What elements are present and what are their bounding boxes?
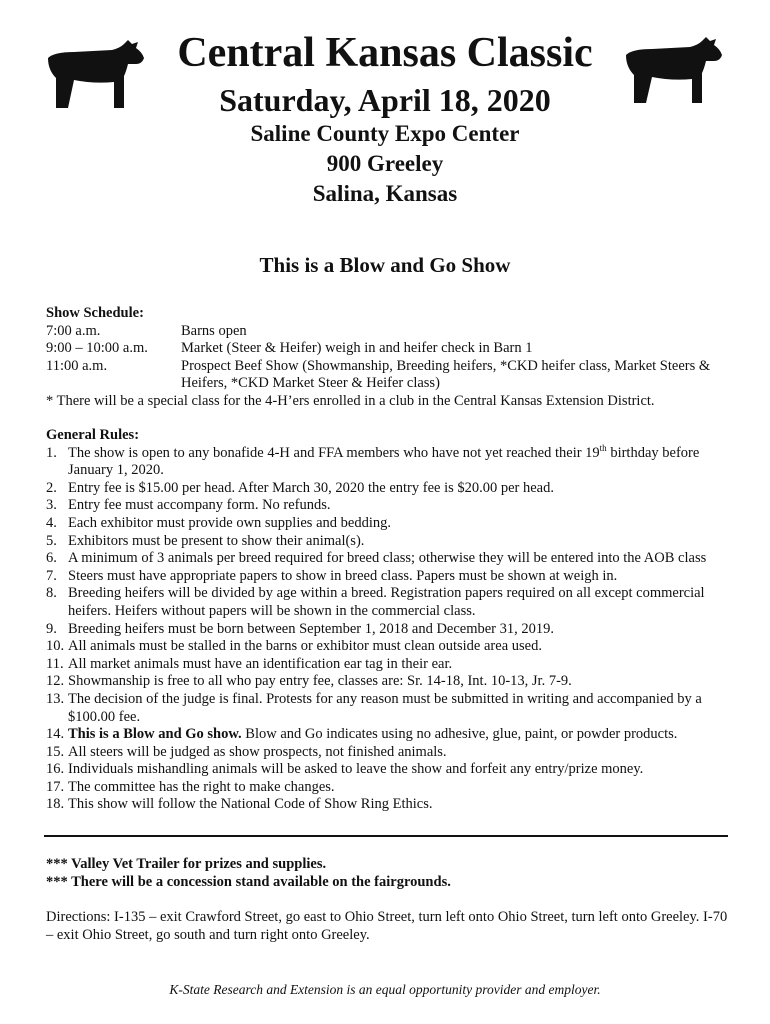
rule-item [46, 761, 736, 779]
rule-text: Showmanship is free to all who pay entry fee, classes are: Sr. 14-18, Int. 10-13, Jr. 7-9. [68, 673, 572, 690]
schedule-heading: Show Schedule: [46, 305, 144, 321]
rule-text: Entry fee is $15.00 per head. After March 30, 2020 the entry fee is $20.00 per head. [68, 479, 554, 496]
schedule-desc: Market (Steer & Heifer) weigh in and heifer check in Barn 1 [181, 340, 533, 357]
rule-item [46, 726, 736, 744]
rule-number: 11. [46, 655, 64, 672]
note-line: *** Valley Vet Trailer for prizes and supplies. [46, 856, 327, 872]
section-divider [44, 835, 728, 837]
rule-text: Each exhibitor must provide own supplies and bedding. [68, 514, 391, 531]
schedule-row [46, 323, 736, 341]
rule-text: All market animals must have an identification ear tag in their ear. [68, 655, 453, 672]
rule-item [46, 744, 736, 762]
event-date: Saturday, April 18, 2020 [219, 82, 551, 118]
directions: Directions: I-135 – exit Crawford Street, go east to Ohio Street, turn left onto Ohio Street, turn left onto Greeley. I-70 – exit Ohio Street, go south and turn right onto Greeley. [46, 909, 728, 943]
rule-text [68, 442, 736, 480]
rule-item [46, 480, 736, 498]
show-schedule [46, 305, 736, 411]
rule-number: 3. [46, 497, 57, 514]
rule-number: 1. [46, 444, 57, 461]
rule-number: 16. [46, 761, 65, 778]
rule-number: 7. [46, 567, 57, 584]
rule-text-tail: birthday before January 1, 2020. [68, 444, 700, 479]
rule-text: Breeding heifers will be divided by age within a breed. Registration papers required on all except commercial heifers. Heifers without papers will be shown in the commercial class. [68, 585, 705, 619]
rule-number: 8. [46, 585, 57, 602]
schedule-time: 9:00 – 10:00 a.m. [46, 340, 148, 357]
rule-item [46, 621, 736, 639]
rule-item [46, 796, 736, 814]
page-title: Central Kansas Classic [177, 30, 593, 76]
rule-text-main: The show is open to any bonafide 4-H and FFA members who have not yet reached their 19 [68, 444, 600, 461]
rule-text: Entry fee must accompany form. No refunds. [68, 497, 331, 514]
schedule-time: 11:00 a.m. [46, 357, 108, 374]
rule-item [46, 691, 736, 726]
rule-item [46, 515, 736, 533]
rule-number: 14. [46, 726, 65, 743]
rule-number: 10. [46, 638, 65, 655]
rule-number: 15. [46, 743, 65, 760]
rule-text: The decision of the judge is final. Protests for any reason must be submitted in writing and accompanied by a $100.00 fee. [68, 690, 702, 725]
show-type-heading: This is a Blow and Go Show [259, 253, 511, 277]
note-line: *** There will be a concession stand available on the fairgrounds. [46, 873, 451, 890]
rule-item [46, 585, 736, 620]
general-rules [46, 427, 736, 814]
rule-item [46, 550, 736, 568]
rule-superscript: th [599, 442, 607, 453]
rule-number: 6. [46, 550, 57, 567]
rule-item [46, 779, 736, 797]
schedule-desc: Barns open [181, 322, 247, 339]
rule-number: 9. [46, 620, 57, 637]
rule-text-tail: Blow and Go indicates using no adhesive, glue, paint, or powder products. [241, 726, 678, 743]
notes [46, 856, 736, 891]
venue-city: Salina, Kansas [312, 181, 458, 206]
rule-item [46, 673, 736, 691]
schedule-note: * There will be a special class for the 4-H’ers enrolled in a club in the Central Kansas Extension District. [46, 392, 655, 409]
rule-item [46, 442, 736, 480]
schedule-row [46, 340, 736, 358]
rule-text: Steers must have appropriate papers to show in breed class. Papers must be shown at weigh in. [68, 567, 618, 584]
rule-text: The committee has the right to make changes. [68, 778, 335, 795]
rule-text: All animals must be stalled in the barns or exhibitor must clean outside area used. [68, 638, 542, 655]
rule-item [46, 568, 736, 586]
rule-item [46, 638, 736, 656]
rule-number: 2. [46, 479, 57, 496]
rule-number: 17. [46, 778, 65, 795]
rule-text: Individuals mishandling animals will be asked to leave the show and forfeit any entry/prize money. [68, 761, 644, 778]
rule-text [68, 726, 736, 744]
rules-heading: General Rules: [46, 427, 140, 443]
venue-name: Saline County Expo Center [250, 121, 520, 146]
schedule-desc: Prospect Beef Show (Showmanship, Breeding heifers, *CKD heifer class, Market Steers & Heifers, *CKD Market Steer & Heifer class) [181, 357, 711, 392]
rule-item [46, 497, 736, 515]
rule-number: 18. [46, 796, 65, 813]
footer-statement: K-State Research and Extension is an equal opportunity provider and employer. [169, 982, 601, 997]
schedule-time: 7:00 a.m. [46, 322, 101, 339]
rule-text: A minimum of 3 animals per breed required for breed class; otherwise they will be entered into the AOB class [68, 550, 707, 567]
venue-address: 900 Greeley [326, 151, 444, 176]
rule-number: 13. [46, 690, 65, 707]
rule-number: 4. [46, 514, 57, 531]
rule-text: All steers will be judged as show prospects, not finished animals. [68, 743, 447, 760]
rule-text: This show will follow the National Code of Show Ring Ethics. [68, 796, 433, 813]
rule-text: Breeding heifers must be born between September 1, 2018 and December 31, 2019. [68, 620, 555, 637]
rule-text: Exhibitors must be present to show their animal(s). [68, 532, 365, 549]
rule-text-bold: This is a Blow and Go show. [68, 726, 242, 743]
rule-item [46, 533, 736, 551]
rule-number: 5. [46, 532, 57, 549]
rule-item [46, 656, 736, 674]
schedule-row [46, 358, 736, 393]
rule-number: 12. [46, 673, 65, 690]
